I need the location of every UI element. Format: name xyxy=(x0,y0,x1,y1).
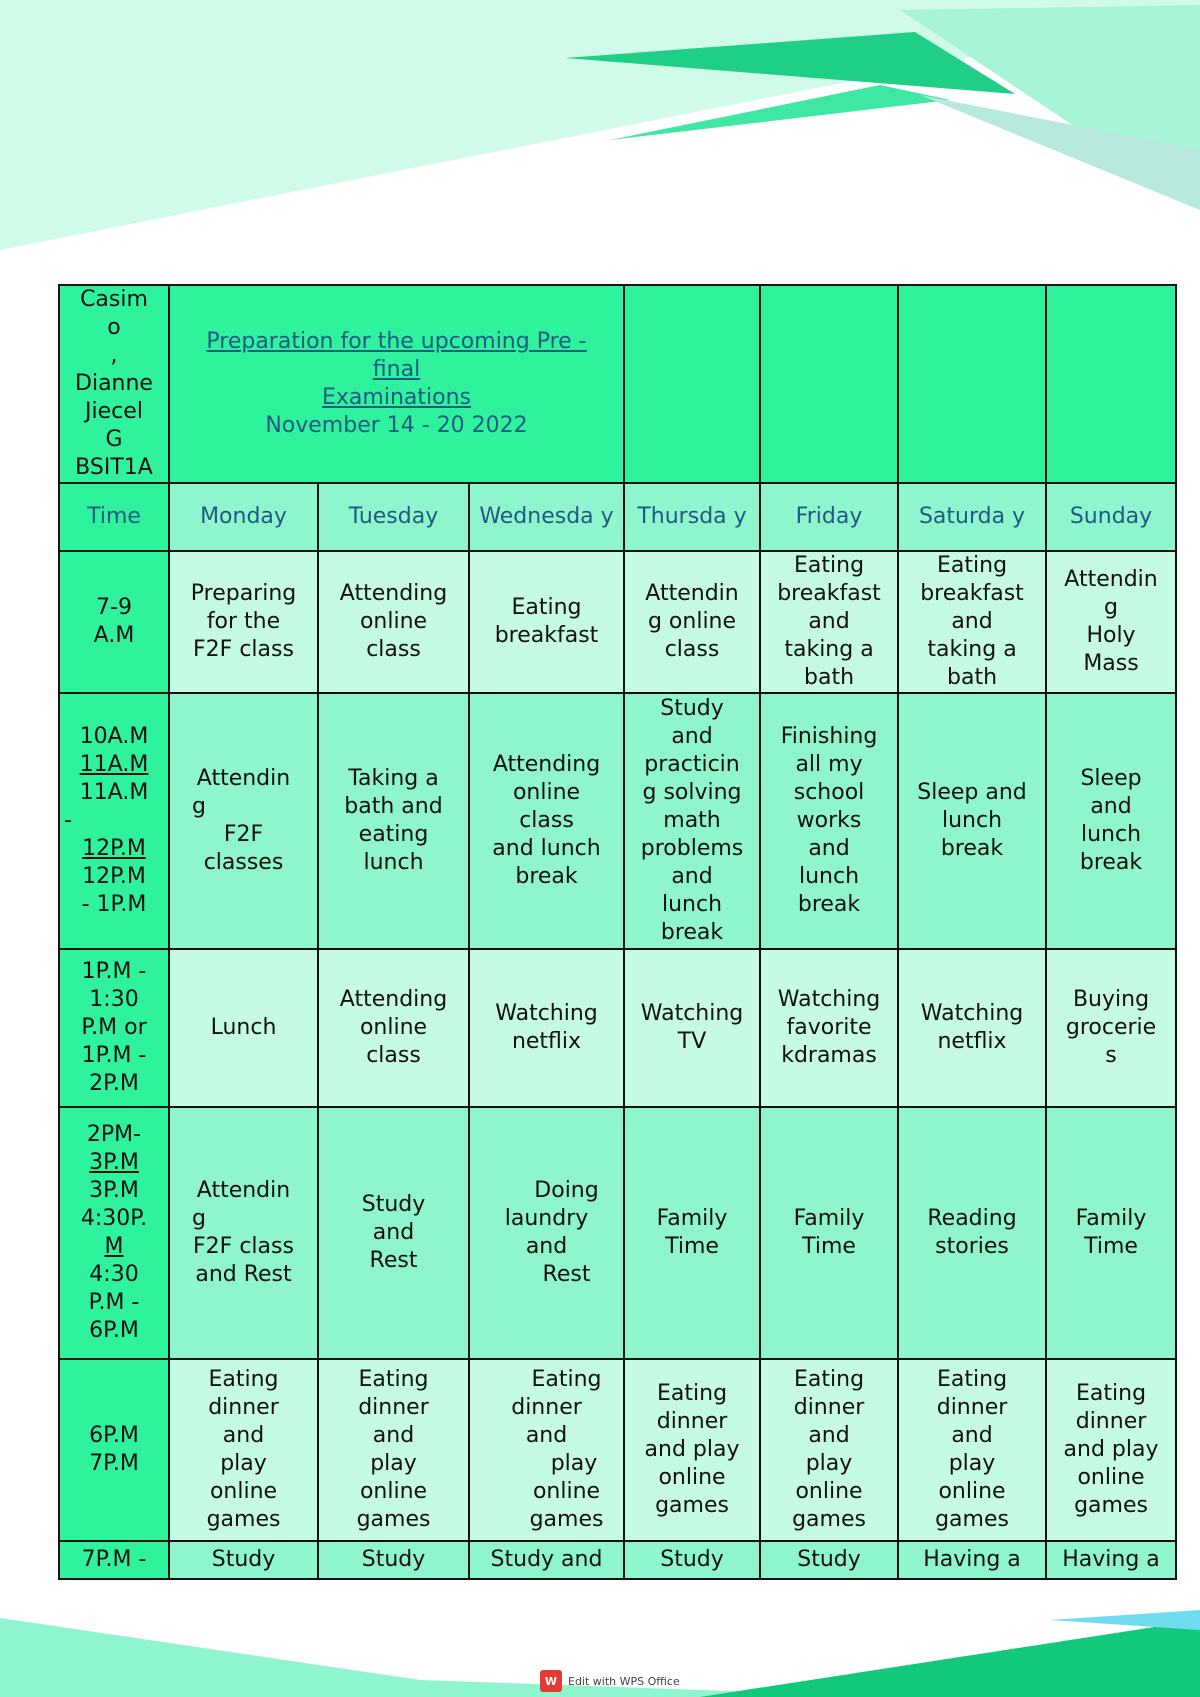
schedule-cell: Sleep and lunch break xyxy=(898,693,1046,949)
weekly-schedule-table xyxy=(58,284,1177,1580)
header-monday: Monday xyxy=(169,483,318,551)
schedule-cell: Having a xyxy=(898,1541,1046,1579)
wps-badge-label: Edit with WPS Office xyxy=(568,1674,680,1688)
schedule-cell: Attending online class xyxy=(318,551,469,693)
schedule-cell: Family Time xyxy=(624,1107,760,1359)
schedule-cell: Eating dinner and play online games xyxy=(169,1359,318,1541)
wps-logo-icon: W xyxy=(540,1670,562,1692)
schedule-cell: Eating dinner and play online games xyxy=(469,1359,624,1541)
schedule-cell: Reading stories xyxy=(898,1107,1046,1359)
schedule-title: Preparation for the upcoming Pre - final Examinations November 14 - 20 2022 xyxy=(169,285,624,483)
time-cell: 2PM- 3P.M 3P.M 4:30P. M 4:30 P.M - 6P.M xyxy=(59,1107,169,1359)
schedule-cell: Eating breakfast and taking a bath xyxy=(760,551,898,693)
schedule-cell: Study and Rest xyxy=(318,1107,469,1359)
schedule-cell: Study xyxy=(760,1541,898,1579)
empty-cell xyxy=(898,285,1046,483)
schedule-cell: Watching netflix xyxy=(898,949,1046,1107)
schedule-cell: Lunch xyxy=(169,949,318,1107)
schedule-cell: Eating dinner and play online games xyxy=(1046,1359,1176,1541)
time-cell: 7P.M - xyxy=(59,1541,169,1579)
schedule-cell: Study and xyxy=(469,1541,624,1579)
time-cell: 6P.M 7P.M xyxy=(59,1359,169,1541)
table-row xyxy=(59,949,1176,1107)
schedule-cell: Attendin g online class xyxy=(624,551,760,693)
schedule-cell: Taking a bath and eating lunch xyxy=(318,693,469,949)
table-row xyxy=(59,1541,1176,1579)
time-cell: 10A.M 11A.M 11A.M - 12P.M 12P.M - 1P.M xyxy=(59,693,169,949)
title-row xyxy=(59,285,1176,483)
schedule-cell: Study xyxy=(624,1541,760,1579)
header-saturday: Saturda y xyxy=(898,483,1046,551)
schedule-cell: Eating dinner and play online games xyxy=(898,1359,1046,1541)
schedule-cell: Doing laundry and Rest xyxy=(469,1107,624,1359)
schedule-cell: Eating breakfast and taking a bath xyxy=(898,551,1046,693)
schedule-cell: Watching favorite kdramas xyxy=(760,949,898,1107)
schedule-cell: Eating dinner and play online games xyxy=(624,1359,760,1541)
table-row xyxy=(59,551,1176,693)
table-row xyxy=(59,1107,1176,1359)
schedule-cell: Attendin g Holy Mass xyxy=(1046,551,1176,693)
header-sunday: Sunday xyxy=(1046,483,1176,551)
time-cell: 1P.M - 1:30 P.M or 1P.M - 2P.M xyxy=(59,949,169,1107)
schedule-cell: Having a xyxy=(1046,1541,1176,1579)
schedule-cell: Eating dinner and play online games xyxy=(760,1359,898,1541)
schedule-cell: Study xyxy=(318,1541,469,1579)
empty-cell xyxy=(1046,285,1176,483)
table-row xyxy=(59,1359,1176,1541)
header-tuesday: Tuesday xyxy=(318,483,469,551)
header-time: Time xyxy=(59,483,169,551)
schedule-cell: Study xyxy=(169,1541,318,1579)
schedule-cell: Buying grocerie s xyxy=(1046,949,1176,1107)
empty-cell xyxy=(760,285,898,483)
student-name-cell: Casim o , Dianne Jiecel G BSIT1A xyxy=(59,285,169,483)
header-friday: Friday xyxy=(760,483,898,551)
day-header-row xyxy=(59,483,1176,551)
header-thursday: Thursda y xyxy=(624,483,760,551)
table-row xyxy=(59,693,1176,949)
schedule-cell: Family Time xyxy=(1046,1107,1176,1359)
schedule-cell: Preparing for the F2F class xyxy=(169,551,318,693)
schedule-cell: Attendin g F2F classes xyxy=(169,693,318,949)
schedule-cell: Finishing all my school works and lunch break xyxy=(760,693,898,949)
schedule-cell: Family Time xyxy=(760,1107,898,1359)
header-wednesday: Wednesda y xyxy=(469,483,624,551)
header-decoration xyxy=(0,0,1200,260)
schedule-date: November 14 - 20 2022 xyxy=(265,413,528,438)
schedule-cell: Study and practicin g solving math problems and lunch break xyxy=(624,693,760,949)
schedule-cell: Attending online class and lunch break xyxy=(469,693,624,949)
schedule-cell: Watching netflix xyxy=(469,949,624,1107)
wps-office-badge[interactable] xyxy=(540,1669,680,1693)
schedule-cell: Attending online class xyxy=(318,949,469,1107)
time-cell: 7-9 A.M xyxy=(59,551,169,693)
schedule-cell: Sleep and lunch break xyxy=(1046,693,1176,949)
schedule-cell: Attendin g F2F class and Rest xyxy=(169,1107,318,1359)
schedule-cell: Watching TV xyxy=(624,949,760,1107)
empty-cell xyxy=(624,285,760,483)
schedule-cell: Eating breakfast xyxy=(469,551,624,693)
schedule-cell: Eating dinner and play online games xyxy=(318,1359,469,1541)
